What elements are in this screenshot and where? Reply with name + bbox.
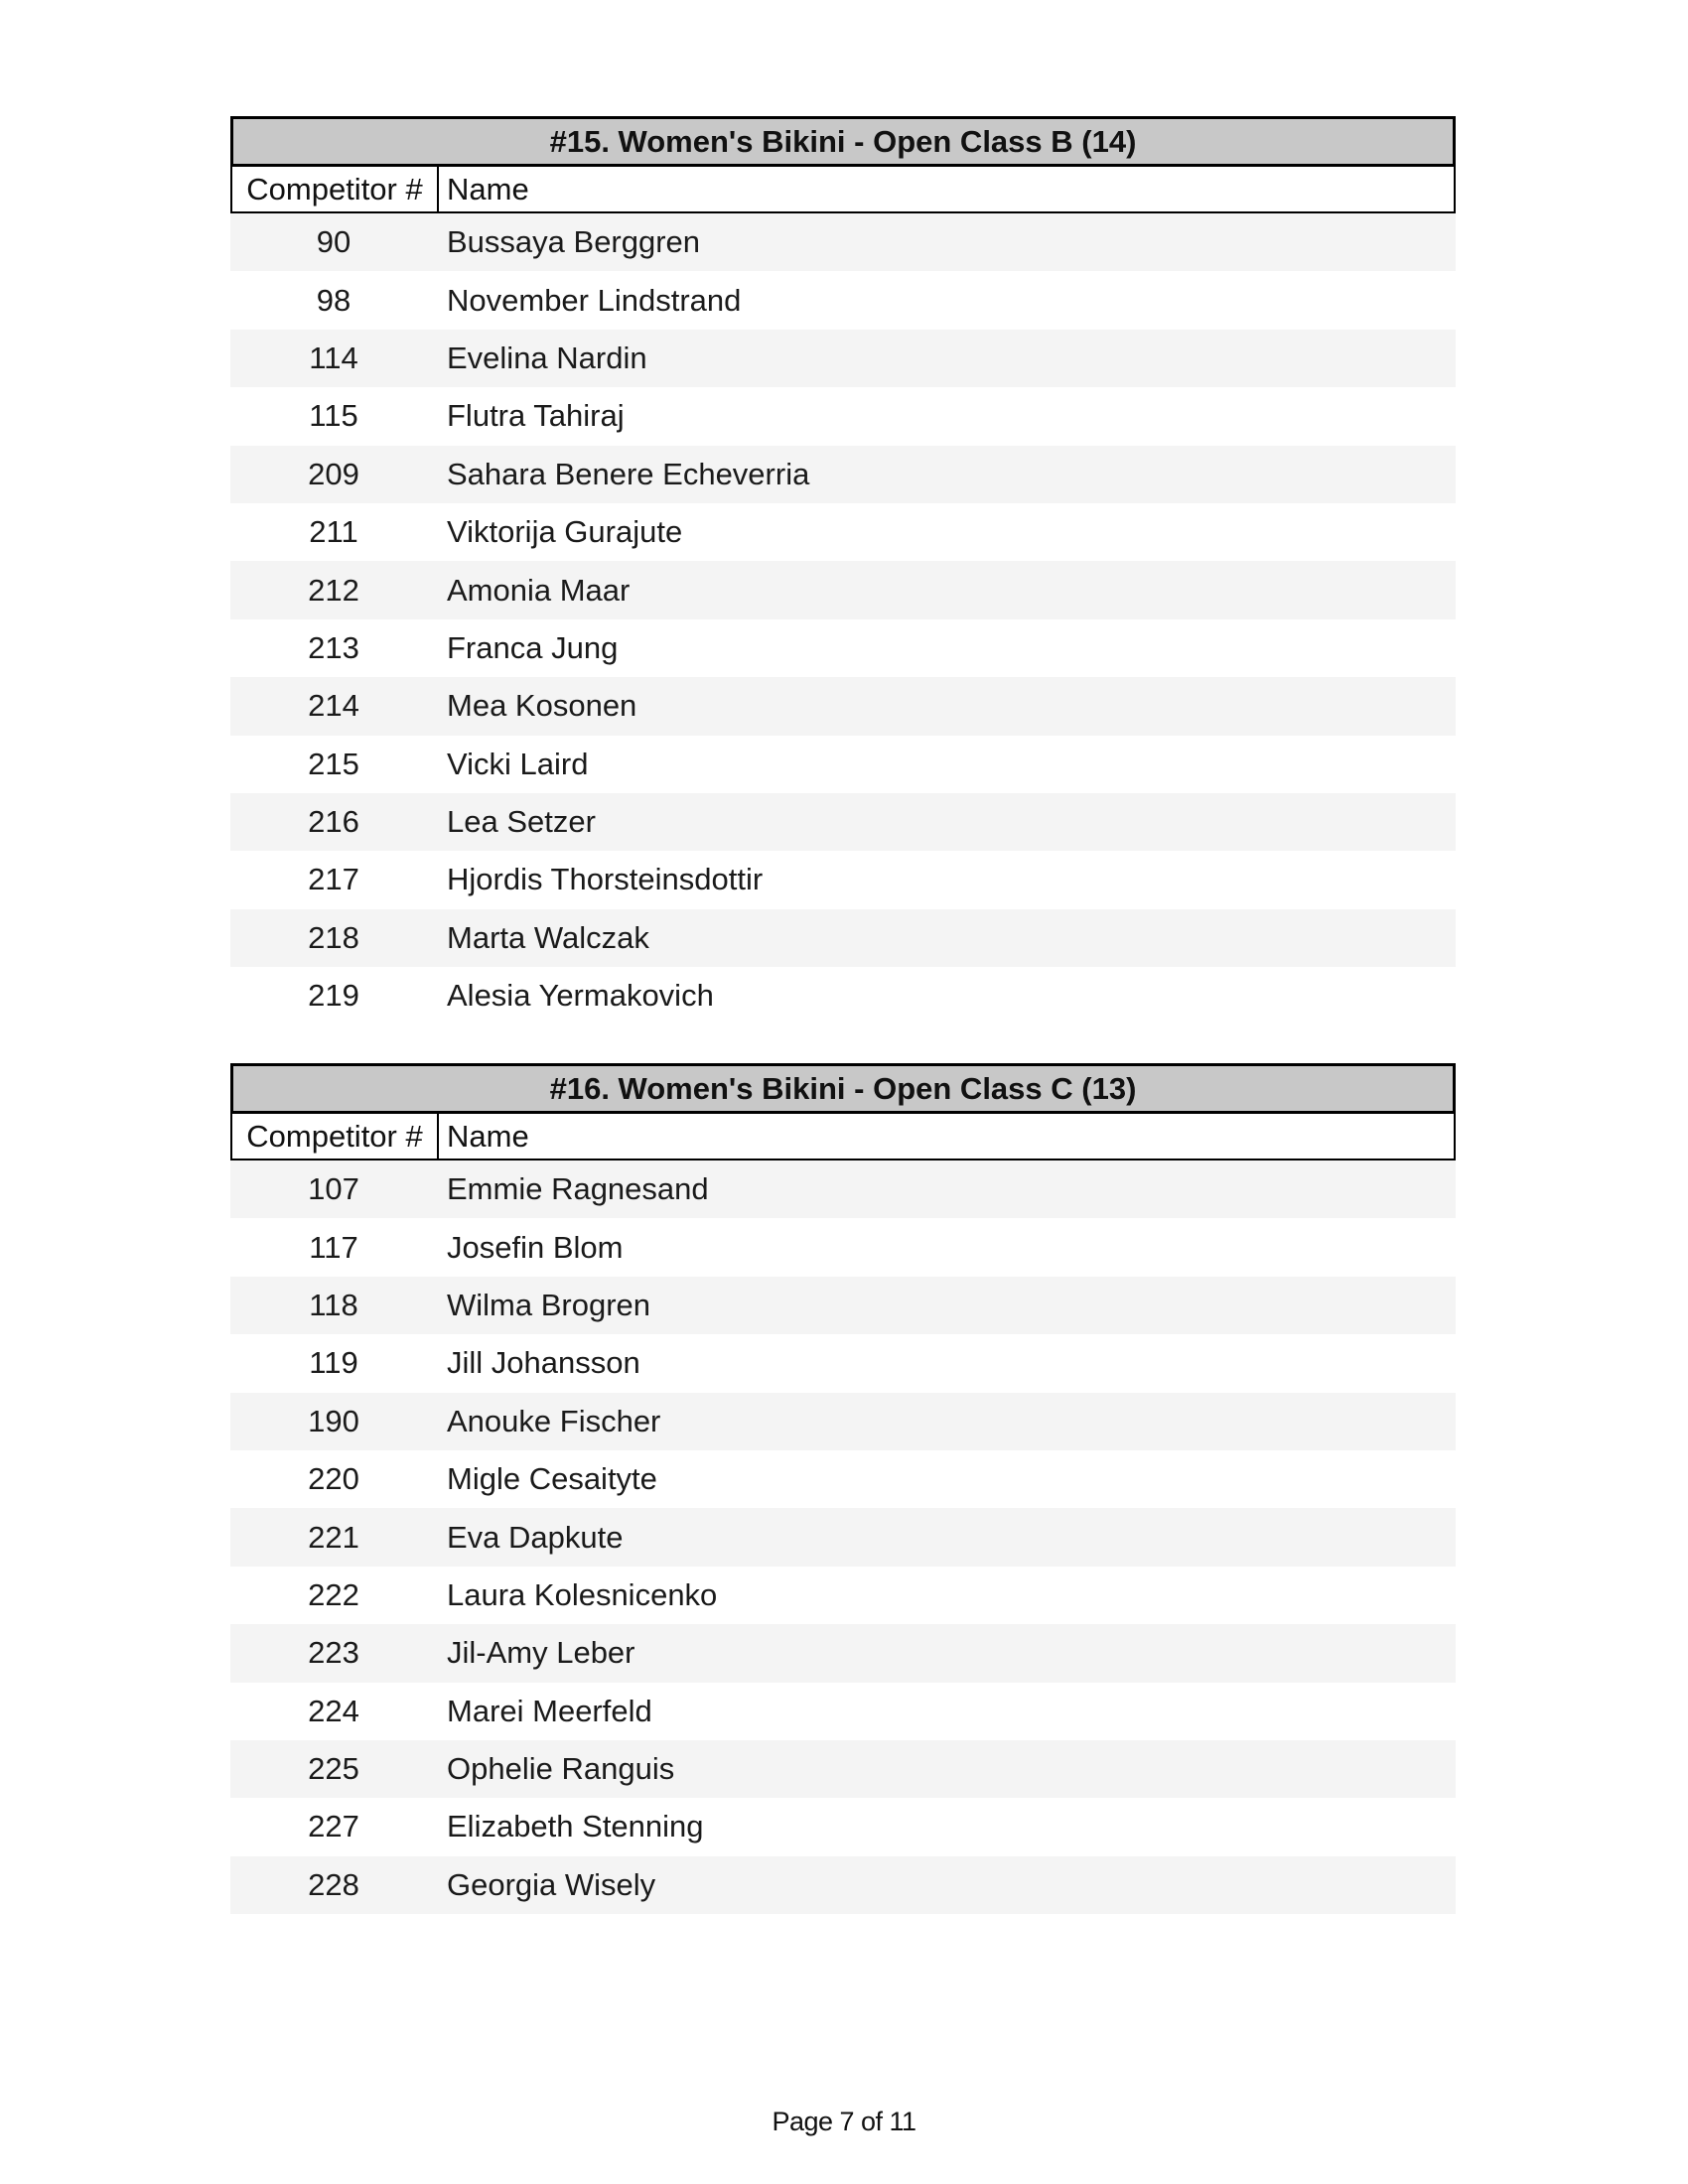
competitor-name: Hjordis Thorsteinsdottir	[447, 862, 764, 897]
competitor-name: Georgia Wisely	[447, 1866, 656, 1902]
competitor-name: Marta Walczak	[447, 919, 649, 955]
competitor-number: 114	[309, 340, 358, 375]
competitor-name: Anouke Fischer	[447, 1403, 661, 1438]
competitor-number: 190	[308, 1403, 359, 1438]
table-row	[230, 619, 1456, 677]
table-row	[230, 271, 1456, 329]
competitor-list	[230, 1160, 1456, 1914]
section-title: #15. Women's Bikini - Open Class B (14)	[230, 116, 1456, 167]
competitor-number: 217	[308, 862, 359, 897]
table-row	[230, 561, 1456, 618]
competitor-number: 221	[308, 1519, 359, 1555]
competitor-number: 118	[309, 1287, 358, 1322]
competitor-name: Lea Setzer	[447, 804, 596, 840]
table-row	[230, 1393, 1456, 1450]
competitor-name: Franca Jung	[447, 629, 619, 665]
competitor-column-header: Competitor #	[232, 1114, 439, 1159]
competitor-number: 212	[308, 572, 359, 608]
table-row	[230, 736, 1456, 793]
table-row	[230, 1277, 1456, 1334]
competitor-number: 220	[308, 1461, 359, 1497]
competitor-number: 117	[309, 1229, 358, 1265]
table-row	[230, 1567, 1456, 1624]
table-row	[230, 1798, 1456, 1855]
competitor-number: 90	[316, 224, 352, 260]
column-header-row	[230, 167, 1456, 213]
table-row	[230, 446, 1456, 503]
competitor-name: Wilma Brogren	[447, 1287, 650, 1322]
competitor-number: 225	[308, 1751, 359, 1787]
competitor-name: Viktorija Gurajute	[447, 514, 683, 550]
competitor-number: 215	[308, 746, 359, 781]
table-row	[230, 1856, 1456, 1914]
competitor-name: November Lindstrand	[447, 282, 742, 318]
competitor-name: Ophelie Ranguis	[447, 1751, 675, 1787]
class-section	[230, 1063, 1456, 1914]
table-row	[230, 1624, 1456, 1682]
competitor-name: Laura Kolesnicenko	[447, 1576, 718, 1612]
competitor-number: 213	[308, 629, 359, 665]
class-section	[230, 116, 1456, 1024]
competitor-name: Evelina Nardin	[447, 340, 647, 375]
competitor-name: Alesia Yermakovich	[447, 978, 714, 1014]
table-row	[230, 1160, 1456, 1218]
column-header-row	[230, 1114, 1456, 1160]
competitor-name: Flutra Tahiraj	[447, 398, 625, 434]
competitor-name: Josefin Blom	[447, 1229, 624, 1265]
table-row	[230, 503, 1456, 561]
competitor-name: Migle Cesaityte	[447, 1461, 657, 1497]
competitor-name: Marei Meerfeld	[447, 1693, 652, 1728]
page-number: Page 7 of 11	[772, 2107, 916, 2136]
competitor-name: Amonia Maar	[447, 572, 631, 608]
competitor-column-header: Competitor #	[232, 167, 439, 211]
table-row	[230, 330, 1456, 387]
table-row	[230, 213, 1456, 271]
competitor-name: Sahara Benere Echeverria	[447, 456, 810, 491]
competitor-name: Elizabeth Stenning	[447, 1809, 704, 1844]
table-row	[230, 1683, 1456, 1740]
competitor-name: Emmie Ragnesand	[447, 1171, 709, 1207]
competitor-number: 223	[308, 1635, 359, 1671]
competitor-name: Mea Kosonen	[447, 688, 637, 724]
competitor-number: 218	[308, 919, 359, 955]
competitor-name: Jill Johansson	[447, 1345, 640, 1381]
competitor-number: 98	[316, 282, 352, 318]
table-row	[230, 1740, 1456, 1798]
competitor-name: Bussaya Berggren	[447, 224, 701, 260]
competitor-number: 119	[309, 1345, 358, 1381]
name-column-header: Name	[447, 171, 529, 206]
competitor-number: 224	[308, 1693, 359, 1728]
name-column-header: Name	[447, 1118, 529, 1154]
table-row	[230, 1218, 1456, 1276]
table-row	[230, 909, 1456, 967]
table-row	[230, 1508, 1456, 1566]
competitor-number: 214	[308, 688, 359, 724]
competitor-name: Eva Dapkute	[447, 1519, 624, 1555]
table-row	[230, 387, 1456, 445]
table-row	[230, 1450, 1456, 1508]
competitor-number: 115	[309, 398, 358, 434]
section-title: #16. Women's Bikini - Open Class C (13)	[230, 1063, 1456, 1114]
competitor-number: 209	[308, 456, 359, 491]
table-row	[230, 1334, 1456, 1392]
competitor-list	[230, 213, 1456, 1024]
table-row	[230, 677, 1456, 735]
competitor-number: 211	[309, 514, 358, 550]
competitor-number: 216	[308, 804, 359, 840]
competitor-number: 222	[308, 1576, 359, 1612]
table-row	[230, 851, 1456, 908]
table-row	[230, 967, 1456, 1024]
competitor-number: 228	[308, 1866, 359, 1902]
competitor-name: Jil-Amy Leber	[447, 1635, 635, 1671]
competitor-name: Vicki Laird	[447, 746, 589, 781]
competitor-number: 219	[308, 978, 359, 1014]
table-row	[230, 793, 1456, 851]
competitor-number: 107	[308, 1171, 359, 1207]
competitor-number: 227	[308, 1809, 359, 1844]
